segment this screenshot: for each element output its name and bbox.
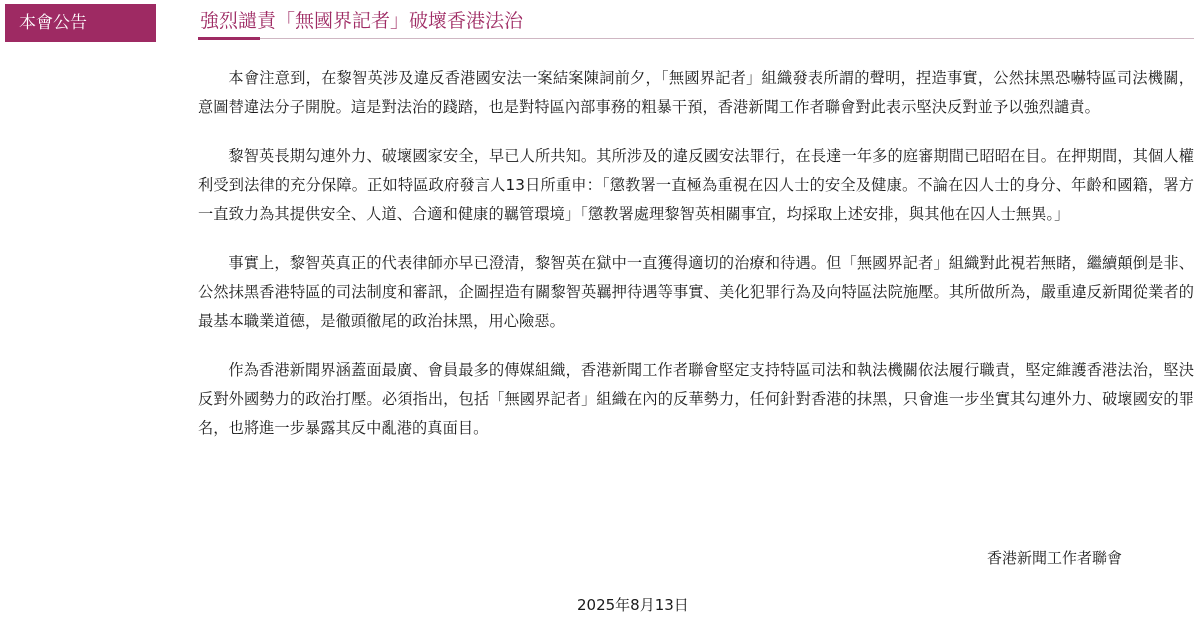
title-divider-accent bbox=[198, 37, 260, 40]
article-paragraph-4: 作為香港新聞界涵蓋面最廣、會員最多的傳媒組織，香港新聞工作者聯會堅定支持特區司法和執法機關依法履行職責，堅定維護香港法治，堅決反對外國勢力的政治打壓。必須指出，包括「無國界記者」組織在內的反華勢力，任何針對香港的抹黑，只會進一步坐實其勾連外力、破壞國安的罪名，也將進一步暴露其反中亂港的真面目。 bbox=[198, 361, 1194, 437]
article-paragraph-2: 黎智英長期勾連外力、破壞國家安全，早已人所共知。其所涉及的違反國安法罪行，在長達一年多的庭審期間已昭昭在目。在押期間，其個人權利受到法律的充分保障。正如特區政府發言人13日所重申：「懲教署一直極為重視在囚人士的安全及健康。不論在囚人士的身分、年齡和國籍，署方一直致力為其提供安全、人道、合適和健康的羈管環境」「懲教署處理黎智英相關事宜，均採取上述安排，與其他在囚人士無異。」 bbox=[198, 147, 1194, 223]
article-body bbox=[198, 64, 1194, 463]
article-paragraph-1: 本會注意到，在黎智英涉及違反香港國安法一案結案陳詞前夕，「無國界記者」組織發表所謂的聲明，捏造事實，公然抹黑恐嚇特區司法機關，意圖替違法分子開脫。這是對法治的踐踏，也是對特區內部事務的粗暴干預，香港新聞工作者聯會對此表示堅決反對並予以強烈譴責。 bbox=[198, 69, 1194, 116]
title-divider bbox=[198, 38, 1194, 39]
article-date: 2025年8月13日 bbox=[577, 596, 689, 614]
sidebar-tab-announcements[interactable]: 本會公告 bbox=[5, 4, 156, 42]
article-paragraph-3: 事實上，黎智英真正的代表律師亦早已澄清，黎智英在獄中一直獲得適切的治療和待遇。但「無國界記者」組織對此視若無睹，繼續顛倒是非、公然抹黑香港特區的司法制度和審訊，企圖捏造有關黎智英羈押待遇等事實、美化犯罪行為及向特區法院施壓。其所做所為，嚴重違反新聞從業者的最基本職業道德，是徹頭徹尾的政治抹黑，用心險惡。 bbox=[198, 254, 1194, 330]
article bbox=[198, 0, 1194, 618]
article-title: 強烈譴責「無國界記者」破壞香港法治 bbox=[200, 10, 524, 32]
article-signature: 香港新聞工作者聯會 bbox=[986, 549, 1122, 567]
